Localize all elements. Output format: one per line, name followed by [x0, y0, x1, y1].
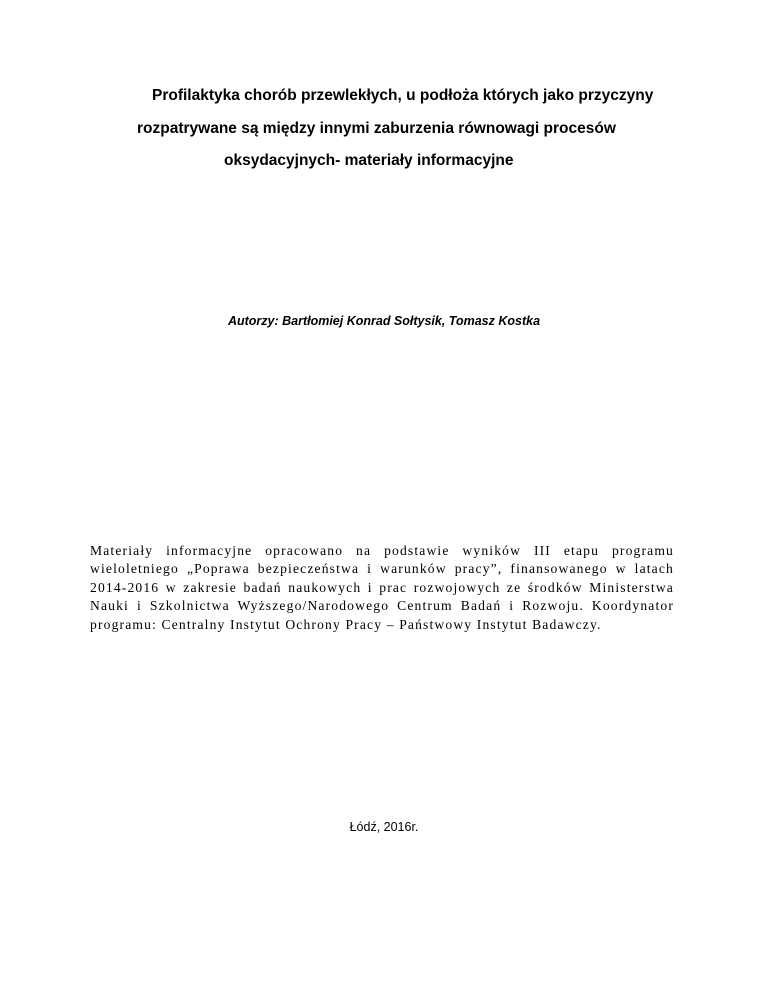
title-line-1: Profilaktyka chorób przewlekłych, u podłoża których jako przyczyny [152, 87, 654, 104]
place-and-date: Łódź, 2016r. [349, 820, 419, 834]
authors-line: Autorzy: Bartłomiej Konrad Sołtysik, Tomasz Kostka [227, 314, 541, 328]
title-line-2: rozpatrywane są między innymi zaburzenia równowagi procesów [137, 120, 616, 137]
title-line-3: oksydacyjnych- materiały informacyjne [224, 152, 514, 169]
funding-paragraph: Materiały informacyjne opracowano na podstawie wyników III etapu programu wieloletniego „Poprawa bezpieczeństwa i warunków pracy”, finansowanego w latach 2014-2016 w zakresie badań naukowych i prac rozwojowych ze środków Ministerstwa Nauki i Szkolnictwa Wyższego/Narodowego Centrum Badań i Rozwoju. Koordynator programu: Centralny Instytut Ochrony Pracy – Państwowy Instytut Badawczy. [90, 543, 674, 632]
